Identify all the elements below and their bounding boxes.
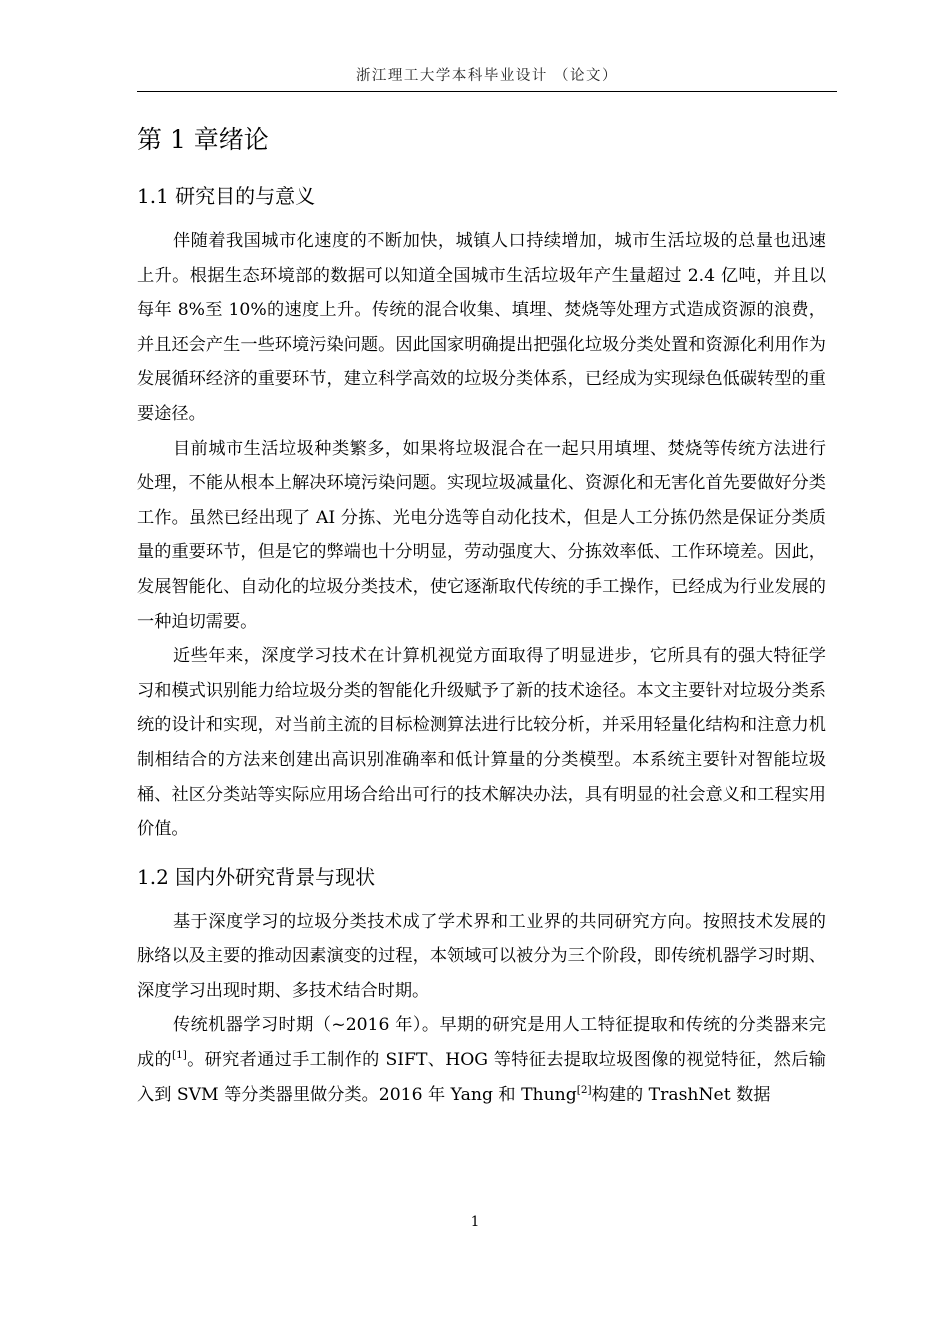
paragraph-text: 。研究者通过手工制作的 SIFT、HOG 等特征去提取垃圾图像的视觉特征，然后输入到 SVM 等分类器里做分类。2016 年 Yang 和 Thung (137, 1050, 826, 1105)
citation-ref: [1] (172, 1049, 187, 1062)
chapter-title: 第 1 章绪论 (137, 125, 269, 154)
citation-ref: [2] (576, 1083, 592, 1096)
section-body-1-1 (137, 224, 826, 847)
paragraph: 伴随着我国城市化速度的不断加快，城镇人口持续增加，城市生活垃圾的总量也迅速上升。根据生态环境部的数据可以知道全国城市生活垃圾年产生量超过 2.4 亿吨，并且以每年 8%至 10%的速度上升。传统的混合收集、填埋、焚烧等处理方式造成资源的浪费，并且还会产生一些环境污染问题。因此国家明确提出把强化垃圾分类处置和资源化利用作为发展循环经济的重要环节，建立科学高效的垃圾分类体系，已经成为实现绿色低碳转型的重要途径。 (137, 231, 826, 424)
paragraph: 基于深度学习的垃圾分类技术成了学术界和工业界的共同研究方向。按照技术发展的脉络以及主要的推动因素演变的过程，本领域可以被分为三个阶段，即传统机器学习时期、深度学习出现时期、多技术结合时期。 (137, 911, 826, 1001)
paragraph-text: 构建的 TrashNet 数据 (591, 1084, 771, 1105)
document-body (137, 118, 826, 1112)
header-rule (137, 91, 837, 92)
paragraph: 近些年来，深度学习技术在计算机视觉方面取得了明显进步，它所具有的强大特征学习和模式识别能力给垃圾分类的智能化升级赋予了新的技术途径。本文主要针对垃圾分类系统的设计和实现，对当前主流的目标检测算法进行比较分析，并采用轻量化结构和注意力机制相结合的方法来创建出高识别准确率和低计算量的分类模型。本系统主要针对智能垃圾桶、社区分类站等实际应用场合给出可行的技术解决办法，具有明显的社会意义和工程实用价值。 (137, 646, 826, 840)
running-header: 浙江理工大学本科毕业设计 （论文） (355, 68, 619, 84)
paragraph-with-citations (137, 1008, 826, 1112)
page-number: 1 (470, 1214, 480, 1230)
paragraph: 目前城市生活垃圾种类繁多，如果将垃圾混合在一起只用填埋、焚烧等传统方法进行处理，不能从根本上解决环境污染问题。实现垃圾减量化、资源化和无害化首先要做好分类工作。虽然已经出现了 AI 分拣、光电分选等自动化技术，但是人工分拣仍然是保证分类质量的重要环节，但是它的弊端也十分明显，劳动强度大、分拣效率低、工作环境差。因此，发展智能化、自动化的垃圾分类技术，使它逐渐取代传统的手工操作，已经成为行业发展的一种迫切需要。 (137, 438, 826, 632)
section-heading-1-2: 1.2 国内外研究背景与现状 (137, 864, 376, 889)
section-heading-1-1: 1.1 研究目的与意义 (137, 184, 316, 208)
section-body-1-2 (137, 905, 826, 1113)
paragraph-text: 传统机器学习时期（~2016 年）。早期的研究是用人工特征提取和传统的分类器来完成的 (137, 1015, 826, 1071)
